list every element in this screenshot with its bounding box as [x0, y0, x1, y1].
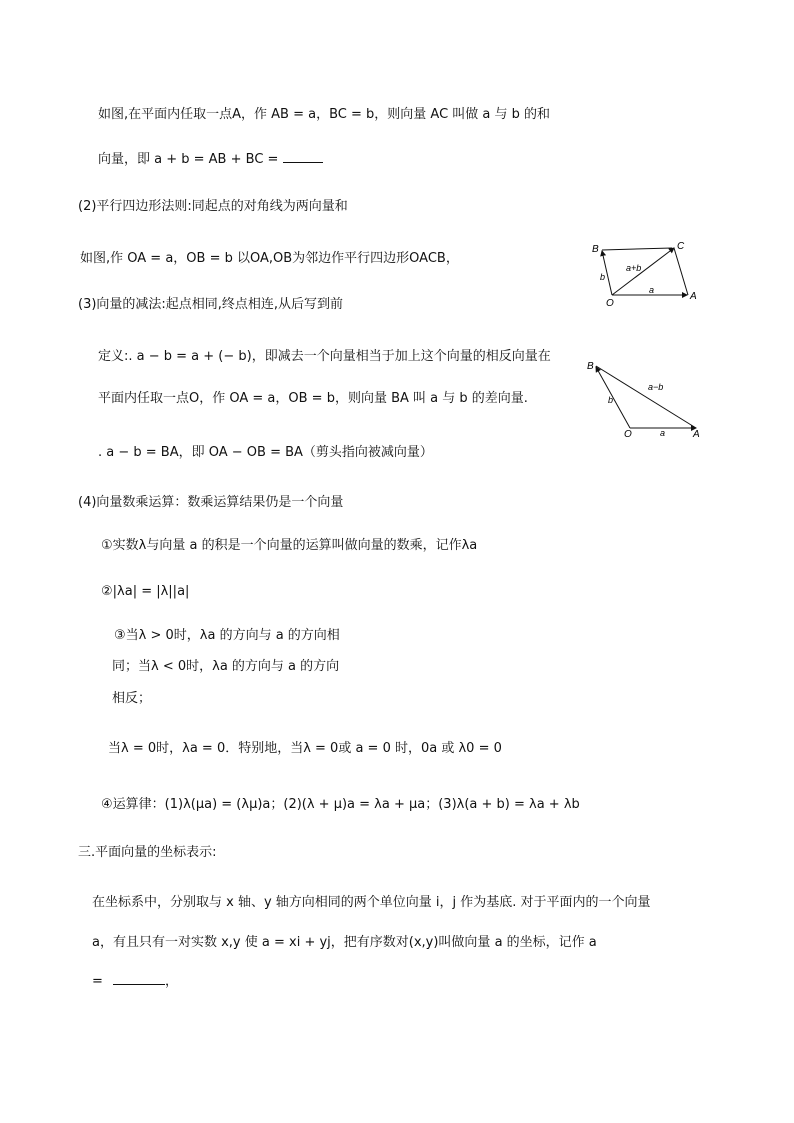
- addition-definition-line1: 如图,在平面内任取一点A，作 AB = a，BC = b，则向量 AC 叫做 a 与 b 的和: [98, 107, 551, 122]
- label-a: a: [649, 285, 655, 295]
- coordinate-line3: [92, 972, 178, 991]
- parallelogram-lines: [602, 248, 688, 295]
- label-O2: O: [624, 429, 632, 438]
- coordinate-line1: 在坐标系中，分别取与 x 轴、y 轴方向相同的两个单位向量 i，j 作为基底. 对于平面内的一个向量: [92, 895, 651, 910]
- subtraction-definition-line3: . a − b = BA，即 OA − OB = BA（剪头指向被减向量）: [98, 445, 433, 460]
- label-b: b: [600, 272, 606, 282]
- trailing-comma: ，: [165, 974, 179, 989]
- scalar-item1: ①实数λ与向量 a 的积是一个向量的运算叫做向量的数乘，记作λa: [101, 538, 478, 553]
- coordinate-heading: 三.平面向量的坐标表示:: [78, 845, 217, 860]
- scalar-item3a: ③当λ > 0时，λa 的方向与 a 的方向相: [114, 628, 340, 643]
- addition-definition-line2: [98, 150, 323, 169]
- parallelogram-heading: (2)平行四边形法则:同起点的对角线为两向量和: [78, 199, 348, 214]
- label-C: C: [677, 241, 685, 252]
- scalar-law: ④运算律：(1)λ(μa) = (λμ)a；(2)(λ + μ)a = λa + μa；(3)λ(a + b) = λa + λb: [101, 797, 580, 812]
- label-sum: a+b: [626, 263, 642, 273]
- label-B: B: [592, 244, 599, 255]
- scalar-heading: (4)向量数乘运算：数乘运算结果仍是一个向量: [78, 495, 344, 510]
- scalar-item3c: 相反；: [112, 691, 152, 706]
- label-a2: a: [660, 428, 666, 438]
- label-b2: b: [608, 395, 614, 405]
- coordinate-line2: a，有且只有一对实数 x,y 使 a = xi + yj，把有序数对(x,y)叫做向量 a 的坐标，记作 a: [92, 935, 597, 950]
- parallelogram-figure: [590, 240, 710, 310]
- scalar-zero: 当λ = 0时，λa = 0．特别地，当λ = 0或 a = 0 时，0a 或 λ0 = 0: [108, 741, 502, 756]
- label-A: A: [690, 291, 697, 302]
- label-O: O: [606, 298, 614, 309]
- label-B2: B: [587, 361, 594, 372]
- scalar-item2: ②|λa| = |λ||a|: [101, 584, 190, 599]
- label-A2: A: [693, 429, 700, 438]
- subtraction-figure: [584, 358, 704, 438]
- equals-sign: =: [92, 974, 103, 989]
- label-diff: a−b: [648, 382, 664, 392]
- parallelogram-text: 如图,作 OA = a，OB = b 以OA,OB为邻边作平行四边形OACB，: [80, 251, 459, 266]
- scalar-item3b: 同；当λ < 0时，λa 的方向与 a 的方向: [112, 659, 340, 674]
- subtraction-definition-line2: 平面内任取一点O，作 OA = a，OB = b，则向量 BA 叫 a 与 b 的差向量.: [98, 391, 528, 406]
- fill-blank: [283, 150, 323, 163]
- subtraction-heading: (3)向量的减法:起点相同,终点相连,从后写到前: [78, 297, 344, 312]
- subtraction-definition-line1: 定义:. a − b = a + (− b)，即减去一个向量相当于加上这个向量的相反向量在: [98, 349, 551, 364]
- coordinate-blank: [113, 972, 165, 985]
- addition-formula: 向量，即 a + b = AB + BC =: [98, 152, 279, 167]
